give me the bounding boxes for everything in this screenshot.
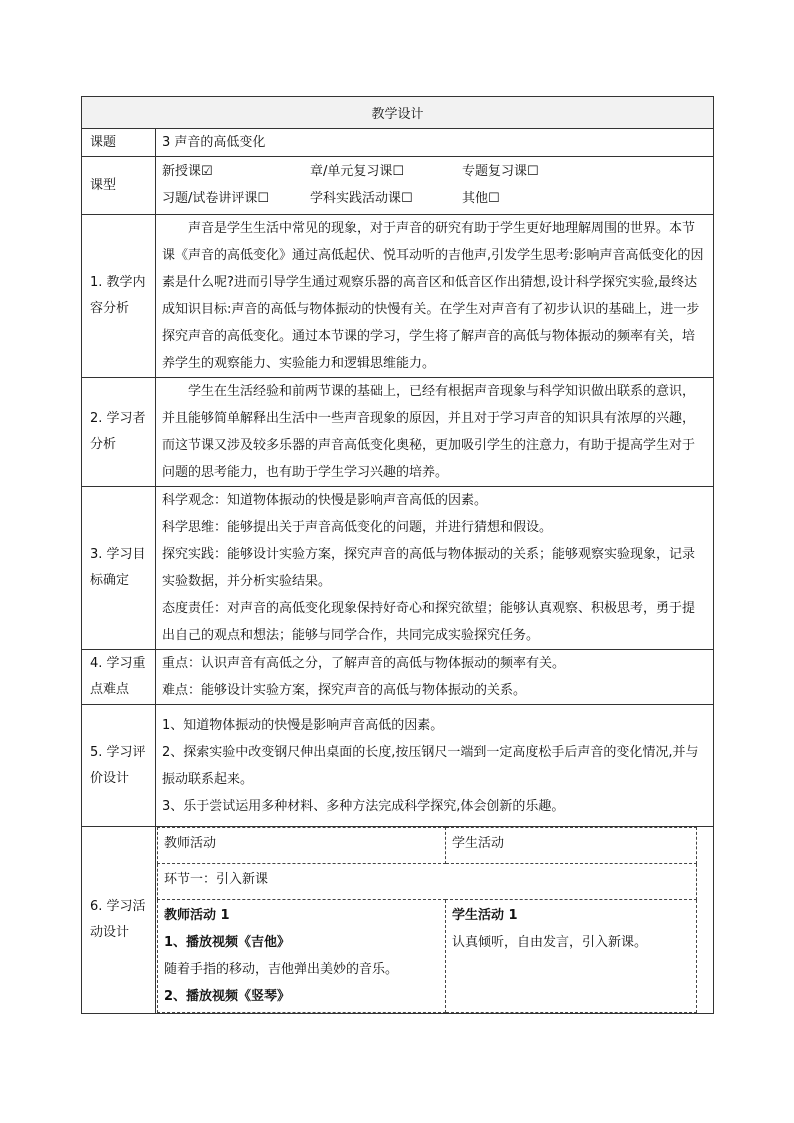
goal-science-thinking: 科学思维：能够提出关于声音高低变化的问题，并进行猜想和假设。	[162, 520, 553, 535]
option-topic-review[interactable]: 专题复习课☐	[462, 164, 539, 179]
key-point-text: 重点：认识声音有高低之分，了解声音的高低与物体振动的频率有关。	[162, 656, 566, 671]
option-other[interactable]: 其他☐	[462, 191, 500, 206]
goal-science-concept: 科学观念：知道物体振动的快慢是影响声音高低的因素。	[162, 493, 488, 508]
difficult-point-text: 难点：能够设计实验方案，探究声音的高低与物体振动的关系。	[162, 683, 527, 698]
section-label-learner-analysis: 2. 学习者分析	[82, 378, 156, 487]
evaluation-item-3: 3、乐于尝试运用多种材料、多种方法完成科学探究,体会创新的乐趣。	[162, 798, 565, 814]
activity-table	[157, 827, 697, 1013]
teacher-activity-header: 教师活动	[158, 828, 446, 864]
section-label-content-analysis: 1. 教学内容分析	[82, 215, 156, 378]
segment-title: 环节一：引入新课	[158, 864, 697, 900]
evaluation-item-2: 2、探索实验中改变钢尺伸出桌面的长度,按压钢尺一端到一定高度松手后声音的变化情况,并与振动联系起来。	[162, 744, 699, 787]
course-type-options	[162, 157, 707, 214]
option-new-lesson[interactable]: 新授课☑	[162, 164, 213, 179]
goal-attitude: 态度责任：对声音的高低变化现象保持好奇心和探究欲望；能够认真观察、积极思考，勇于提出自己的观点和想法；能够与同学合作，共同完成实验探究任务。	[162, 601, 696, 643]
student-activity-title: 学生活动 1	[452, 908, 518, 923]
teacher-line-1: 1、播放视频《吉他》	[164, 935, 291, 950]
goal-inquiry-practice: 探究实践：能够设计实验方案，探究声音的高低与物体振动的关系；能够观察实验现象，记录实验数据，并分析实验结果。	[162, 547, 696, 589]
section-label-learning-goals: 3. 学习目标确定	[82, 487, 156, 650]
option-unit-review[interactable]: 章/单元复习课☐	[310, 164, 405, 179]
course-type-label: 课型	[82, 157, 156, 215]
teacher-line-2: 随着手指的移动，吉他弹出美妙的音乐。	[164, 962, 399, 977]
section-label-evaluation: 5. 学习评价设计	[82, 705, 156, 827]
evaluation-item-1: 1、知道物体振动的快慢是影响声音高低的因素。	[162, 717, 444, 733]
lesson-value: 3 声音的高低变化	[156, 129, 714, 157]
option-exercise-review[interactable]: 习题/试卷讲评课☐	[162, 191, 270, 206]
teacher-line-3: 2、播放视频《竖琴》	[164, 989, 291, 1004]
learner-analysis-text: 学生在生活经验和前两节课的基础上，已经有根据声音现象与科学知识做出联系的意识，并且能够简单解释出生活中一些声音现象的原因，并且对于学习声音的知识具有浓厚的兴趣，而这节课又涉及较多乐器的声音高低变化奥秘，更加吸引学生的注意力，有助于提高学生对于问题的思考能力，也有助于学生学习兴趣的培养。	[162, 384, 696, 480]
section-label-key-points: 4. 学习重点难点	[82, 650, 156, 705]
student-activity-header: 学生活动	[446, 828, 697, 864]
lesson-design-table	[81, 96, 714, 1014]
table-title: 教学设计	[82, 97, 714, 129]
content-analysis-text: 声音是学生生活中常见的现象，对于声音的研究有助于学生更好地理解周围的世界。本节课《声音的高低变化》通过高低起伏、悦耳动听的吉他声,引发学生思考:影响声音高低变化的因素是什么呢?进而引导学生通过观察乐器的高音区和低音区作出猜想,设计科学探究实验,最终达成知识目标:声音的高低与物体振动的快慢有关。在学生对声音有了初步认识的基础上，进一步探究声音的高低变化。通过本节课的学习，学生将了解声音的高低与物体振动的频率有关，培养学生的观察能力、实验能力和逻辑思维能力。	[162, 221, 704, 371]
lesson-label: 课题	[82, 129, 156, 157]
section-label-activities: 6. 学习活动设计	[82, 827, 156, 1014]
teacher-activity-title: 教师活动 1	[164, 908, 230, 923]
student-line-1: 认真倾听，自由发言，引入新课。	[452, 935, 648, 950]
option-practice-activity[interactable]: 学科实践活动课☐	[310, 191, 413, 206]
